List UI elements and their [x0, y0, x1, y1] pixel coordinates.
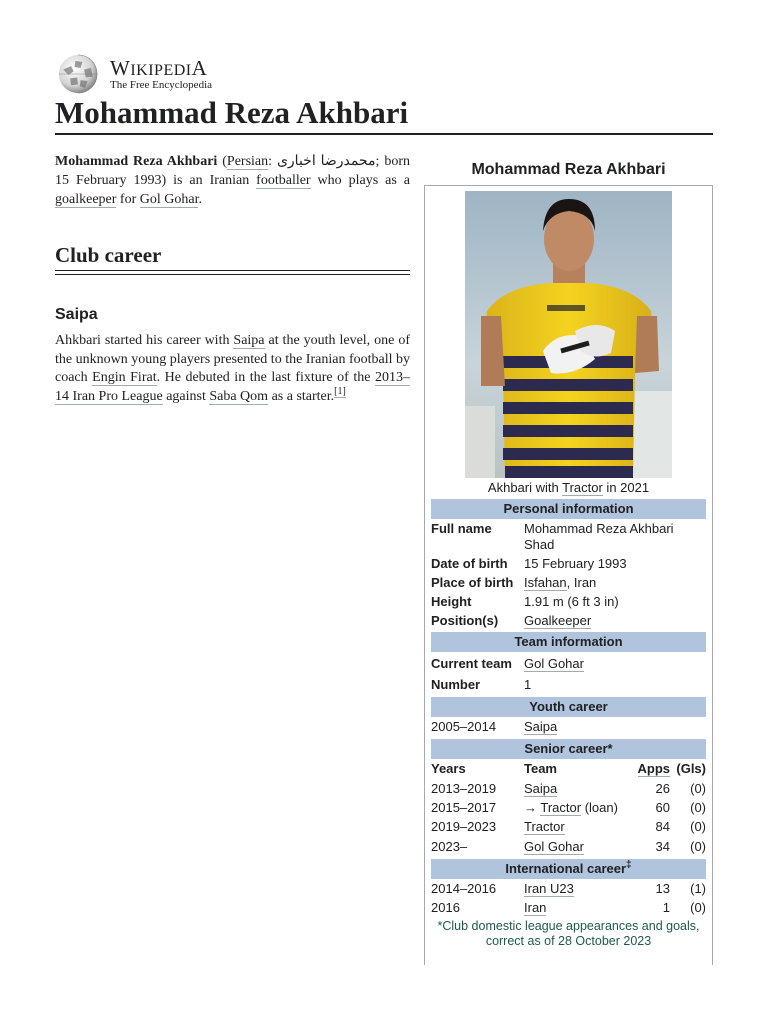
link-engin-firat[interactable]: Engin Firat	[92, 370, 157, 386]
wikipedia-logo[interactable]	[55, 54, 212, 94]
title-divider	[55, 133, 713, 135]
page-title: Mohammad Reza Akhbari	[55, 95, 409, 130]
wordmark	[110, 55, 213, 91]
link-intl-team[interactable]: Iran U23	[524, 881, 574, 896]
link-footballer[interactable]: footballer	[256, 173, 311, 188]
infobox: Akhbari with Tractor in 2021 Personal information Full name Mohammad Reza Akhbari Shad Date of birth 15 February 1993 Place of birth Isfahan, Iran Height 1.91 m (6 ft 3 in) Position(s) Goalkeeper Team information Current team Gol Gohar Number 1 Youth career 2005–2014 Saipa Senior career* Years Team Apps (Gls) 2013–2019 Saipa 26 (0) 2015–2017 → Tractor (loan) 60 (0) 2019–2023 Tractor 84 (0) 2023– Gol Gohar 34 (0) International career‡ 2014–2016 Iran U23 13 (1) 2016 Iran 1 (0) *Club domestic league appearances and goals, correct as of 28 October 2023	[424, 185, 713, 965]
link-senior-team[interactable]: Tractor	[524, 819, 565, 834]
lead-subject: Mohammad Reza Akhbari	[55, 154, 218, 169]
link-saba-qom[interactable]: Saba Qom	[209, 389, 269, 405]
link-goalkeeper[interactable]: goalkeeper	[55, 192, 117, 207]
photo-caption: Akhbari with Tractor in 2021	[487, 480, 650, 495]
lead-paragraph: Mohammad Reza Akhbari (Persian: محمدرضا اخباری; born 15 February 1993) is an Iranian footballer who plays as a goalkeeper for Gol Gohar.	[55, 154, 411, 207]
link-saipa[interactable]: Saipa	[233, 333, 265, 348]
section-divider	[55, 270, 410, 275]
senior-career-header: Senior career*	[431, 739, 706, 759]
link-goalkeeper-position[interactable]: Goalkeeper	[524, 613, 592, 628]
link-senior-team[interactable]: Saipa	[524, 781, 558, 796]
wikipedia-globe-icon	[55, 54, 101, 94]
link-persian[interactable]: Persian	[226, 154, 269, 169]
personal-information-header: Personal information	[431, 499, 706, 519]
heading-saipa: Saipa	[55, 306, 98, 323]
international-career-header: International career‡	[431, 859, 706, 879]
link-intl-team[interactable]: Iran	[524, 900, 547, 915]
wordmark-title: WIKIPEDIA	[110, 55, 208, 80]
link-youth-saipa[interactable]: Saipa	[524, 719, 558, 734]
wordmark-tagline: The Free Encyclopedia	[110, 78, 213, 91]
link-iran-pro-league[interactable]: 2013–14 Iran Pro League	[55, 370, 410, 405]
link-gol-gohar[interactable]: Gol Gohar	[139, 192, 199, 207]
infobox-footnote: *Club domestic league appearances and goals, correct as of 28 October 2023	[437, 919, 700, 948]
link-isfahan[interactable]: Isfahan	[524, 575, 567, 590]
saipa-paragraph: Ahkbari started his career with Saipa at the youth level, one of the unknown young players presented to the Iranian football by coach Engin Firat. He debuted in the last fixture of the 2013–14 Iran Pro League against Saba Qom as a starter.[1]	[55, 333, 410, 405]
player-photo-image	[465, 191, 672, 478]
reference-1[interactable]: [1]	[334, 386, 346, 398]
heading-club-career: Club career	[55, 243, 162, 267]
link-senior-team[interactable]: Tractor	[540, 800, 582, 815]
youth-career-header: Youth career	[431, 697, 706, 717]
link-apps[interactable]: Apps	[637, 761, 670, 776]
link-senior-team[interactable]: Gol Gohar	[524, 839, 584, 854]
link-tractor-caption[interactable]: Tractor	[562, 480, 603, 495]
player-photo[interactable]	[465, 191, 672, 478]
team-information-header: Team information	[431, 632, 706, 652]
link-current-team[interactable]: Gol Gohar	[524, 656, 584, 671]
infobox-title: Mohammad Reza Akhbari	[471, 161, 666, 178]
row-full-name: Full name Mohammad Reza Akhbari Shad	[431, 521, 674, 552]
